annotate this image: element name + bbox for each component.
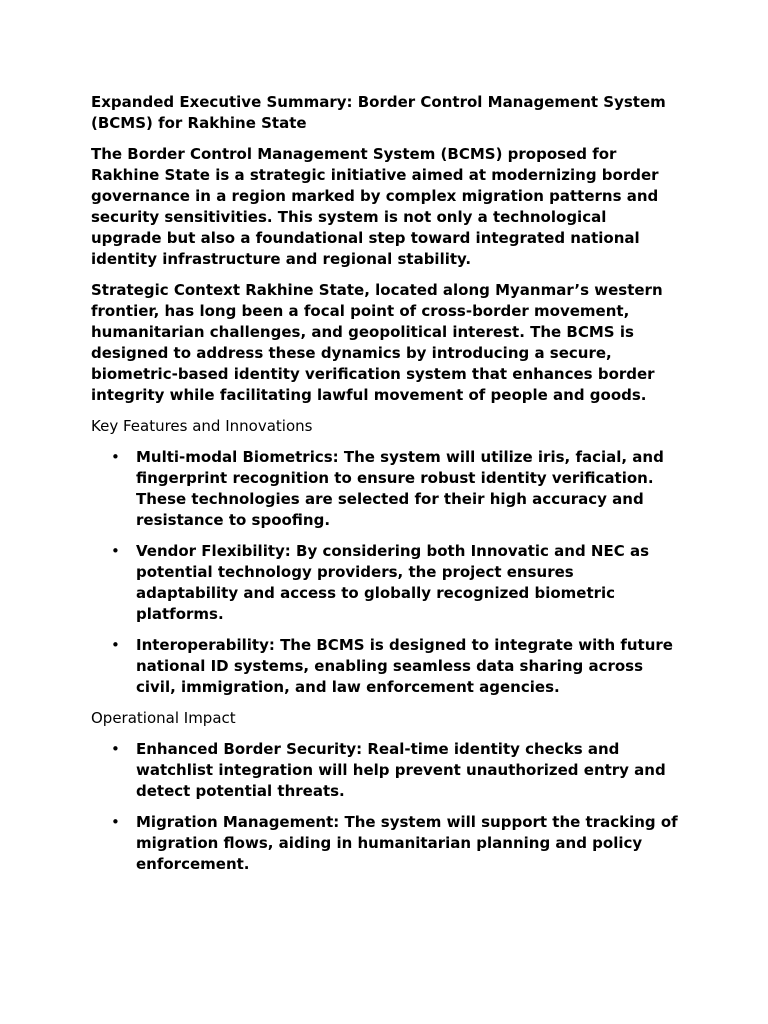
intro-paragraph: The Border Control Management System (BCMS) proposed for Rakhine State is a strategic initiative aimed at modernizing border governance in a region marked by complex migration patterns and security sensitivities. This system is not only a technological upgrade but also a foundational step toward integrated national identity infrastructure and regional stability. [91, 145, 659, 268]
list-item [91, 447, 681, 531]
bullet-icon: • [111, 542, 120, 560]
bullet-icon: • [111, 813, 120, 831]
list-item-text: Enhanced Border Security: Real-time identity checks and watchlist integration will help prevent unauthorized entry and detect potential threats. [136, 740, 666, 800]
context-paragraph: Strategic Context Rakhine State, located along Myanmar’s western frontier, has long been a focal point of cross-border movement, humanitarian challenges, and geopolitical interest. The BCMS is designed to address these dynamics by introducing a secure, biometric-based identity verification system that enhances border integrity while facilitating lawful movement of people and goods. [91, 281, 663, 404]
list-item-text: Migration Management: The system will support the tracking of migration flows, aiding in humanitarian planning and policy enforcement. [136, 813, 678, 873]
bullet-icon: • [111, 636, 120, 654]
features-heading: Key Features and Innovations [91, 417, 313, 435]
list-item [91, 541, 681, 625]
list-item [91, 635, 681, 698]
list-item-text: Multi-modal Biometrics: The system will utilize iris, facial, and fingerprint recognition to ensure robust identity verification. These technologies are selected for their high accuracy and resistance to spoofing. [136, 448, 664, 529]
impact-list [91, 739, 681, 875]
features-list [91, 447, 681, 698]
list-item [91, 739, 681, 802]
list-item [91, 812, 681, 875]
impact-heading: Operational Impact [91, 709, 236, 727]
list-item-text: Interoperability: The BCMS is designed to integrate with future national ID systems, enabling seamless data sharing across civil, immigration, and law enforcement agencies. [136, 636, 673, 696]
list-item-text: Vendor Flexibility: By considering both Innovatic and NEC as potential technology providers, the project ensures adaptability and access to globally recognized biometric platforms. [136, 542, 650, 623]
bullet-icon: • [111, 448, 120, 466]
document-page [91, 92, 681, 885]
bullet-icon: • [111, 740, 120, 758]
document-title: Expanded Executive Summary: Border Control Management System (BCMS) for Rakhine State [91, 93, 666, 132]
